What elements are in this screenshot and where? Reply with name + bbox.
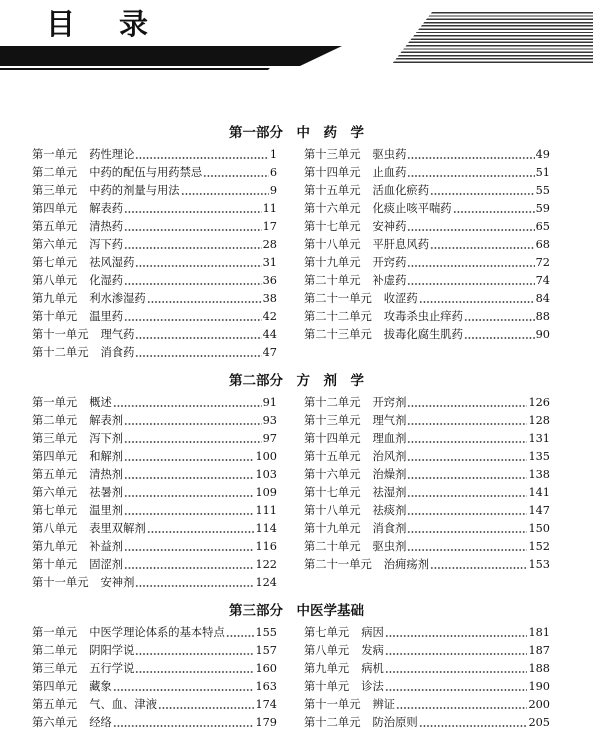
toc-entry-unit: 第十二单元 [304,716,361,729]
toc-entry-title: 治痈疡剂 [383,558,429,571]
toc-entry-page-number: 72 [535,256,550,269]
toc-entry[interactable] [32,412,277,430]
toc-entry-title: 泻下剂 [89,432,124,445]
toc-entry-title: 经络 [89,716,112,729]
toc-entry-page-number: 47 [262,346,277,359]
toc-entry-page-number: 31 [262,256,277,269]
toc-entry-unit: 第二十单元 [304,540,361,553]
toc-entry-title: 五行学说 [89,662,135,675]
part-2-right-column [304,394,550,574]
dot-leader [124,441,262,443]
toc-entry-title: 发病 [361,644,384,657]
dot-leader [135,157,268,159]
toc-entry-unit: 第十单元 [304,680,350,693]
dot-leader [407,477,527,479]
toc-entry-title: 概述 [89,396,112,409]
toc-entry[interactable] [304,448,550,466]
dot-leader [124,495,254,497]
dot-leader [407,549,527,551]
toc-entry-page-number: 100 [255,450,277,463]
toc-entry[interactable] [304,254,550,272]
toc-entry[interactable] [32,538,277,556]
toc-entry-page-number: 147 [528,504,550,517]
toc-entry-page-number: 6 [269,166,277,179]
toc-entry-unit: 第八单元 [32,274,78,287]
toc-entry-title: 病因 [361,626,384,639]
toc-entry-title: 拔毒化腐生肌药 [383,328,463,341]
toc-entry[interactable] [32,290,277,308]
toc-entry[interactable] [304,538,550,556]
toc-entry-title: 平肝息风药 [372,238,429,251]
toc-entry-page-number: 181 [528,626,550,639]
dot-leader [135,585,254,587]
toc-entry-page-number: 160 [255,662,277,675]
toc-entry-title: 治燥剂 [372,468,407,481]
toc-entry[interactable] [32,308,277,326]
toc-entry-page-number: 126 [528,396,550,409]
dot-leader [407,265,534,267]
toc-entry-page-number: 135 [528,450,550,463]
dot-leader [135,671,254,673]
toc-entry-page-number: 109 [255,486,277,499]
toc-entry-page-number: 188 [528,662,550,675]
toc-entry[interactable] [304,146,550,164]
dot-leader [407,513,527,515]
part-3-right-column [304,624,550,732]
toc-entry-title: 清热药 [89,220,124,233]
toc-entry[interactable] [304,484,550,502]
toc-entry-page-number: 103 [255,468,277,481]
header-underline-decoration [0,68,593,70]
part-3-left-column [32,624,277,732]
toc-entry[interactable] [304,466,550,484]
toc-entry-unit: 第七单元 [32,504,78,517]
toc-entry-title: 攻毒杀虫止痒药 [383,310,463,323]
dot-leader [396,707,527,709]
header-stripes-decoration [392,12,593,64]
toc-entry-title: 开窍剂 [372,396,407,409]
toc-entry-title: 治风剂 [372,450,407,463]
toc-entry[interactable] [304,714,550,732]
toc-entry-page-number: 88 [535,310,550,323]
toc-entry[interactable] [304,308,550,326]
toc-entry-page-number: 44 [262,328,277,341]
toc-entry-page-number: 187 [528,644,550,657]
toc-entry[interactable] [32,520,277,538]
toc-entry-unit: 第九单元 [32,540,78,553]
toc-entry-page-number: 114 [255,522,277,535]
toc-entry-title: 消食药 [100,346,135,359]
toc-entry[interactable] [32,696,277,714]
toc-entry-title: 化湿药 [89,274,124,287]
toc-entry-title: 补虚药 [372,274,407,287]
toc-entry[interactable] [32,574,277,592]
dot-leader [124,459,254,461]
toc-entry-title: 气、血、津液 [89,698,157,711]
toc-entry-unit: 第八单元 [32,522,78,535]
toc-entry-page-number: 55 [535,184,550,197]
toc-entry-unit: 第二十三单元 [304,328,372,341]
toc-entry-unit: 第十一单元 [32,576,89,589]
toc-entry-page-number: 38 [262,292,277,305]
toc-entry-unit: 第十一单元 [304,698,361,711]
toc-entry-title: 利水渗湿药 [89,292,146,305]
toc-entry-page-number: 157 [255,644,277,657]
toc-entry-title: 理气剂 [372,414,407,427]
toc-entry-unit: 第十九单元 [304,522,361,535]
toc-entry-page-number: 93 [262,414,277,427]
toc-entry-unit: 第六单元 [32,238,78,251]
toc-entry-unit: 第五单元 [32,220,78,233]
toc-entry-title: 清热剂 [89,468,124,481]
toc-entry[interactable] [304,624,550,642]
toc-entry-title: 固涩剂 [89,558,124,571]
toc-entry[interactable] [304,182,550,200]
toc-entry-title: 补益剂 [89,540,124,553]
toc-entry-page-number: 90 [535,328,550,341]
part-title-2: 第二部分 方 剂 学 [229,373,364,389]
toc-entry-title: 驱虫药 [372,148,407,161]
dot-leader [147,531,255,533]
dot-leader [124,211,262,213]
toc-entry-title: 药性理论 [89,148,135,161]
dot-leader [407,405,527,407]
toc-entry-page-number: 84 [535,292,550,305]
part-1-right-column [304,146,550,344]
toc-entry-title: 安神剂 [100,576,135,589]
toc-entry[interactable] [32,394,277,412]
toc-entry-unit: 第四单元 [32,680,78,693]
toc-entry[interactable] [304,430,550,448]
toc-entry-unit: 第十六单元 [304,468,361,481]
toc-entry-title: 阴阳学说 [89,644,135,657]
dot-leader [124,513,254,515]
dot-leader [135,355,261,357]
toc-entry-title: 驱虫剂 [372,540,407,553]
toc-entry-page-number: 49 [535,148,550,161]
toc-entry-page-number: 141 [528,486,550,499]
toc-entry[interactable] [304,218,550,236]
toc-entry[interactable] [304,272,550,290]
toc-entry[interactable] [32,678,277,696]
toc-entry-title: 解表药 [89,202,124,215]
dot-leader [135,265,261,267]
toc-entry-title: 温里药 [89,310,124,323]
toc-entry[interactable] [304,200,550,218]
toc-entry-unit: 第一单元 [32,626,78,639]
toc-entry-page-number: 190 [528,680,550,693]
toc-entry-unit: 第三单元 [32,184,78,197]
toc-entry-title: 理血剂 [372,432,407,445]
dot-leader [124,247,262,249]
dot-leader [464,337,535,339]
toc-entry[interactable] [304,642,550,660]
dot-leader [181,193,269,195]
toc-entry-title: 消食剂 [372,522,407,535]
toc-entry-unit: 第一单元 [32,148,78,161]
dot-leader [113,725,255,727]
toc-entry-title: 理气药 [100,328,135,341]
toc-entry-page-number: 9 [269,184,277,197]
toc-entry[interactable] [32,642,277,660]
toc-entry-unit: 第五单元 [32,698,78,711]
toc-entry-unit: 第十八单元 [304,504,361,517]
toc-entry-title: 中医学理论体系的基本特点 [89,626,225,639]
dot-leader [407,423,527,425]
toc-entry-unit: 第七单元 [32,256,78,269]
toc-entry-page-number: 138 [528,468,550,481]
dot-leader [385,635,528,637]
toc-entry[interactable] [32,146,277,164]
toc-entry-page-number: 97 [262,432,277,445]
dot-leader [430,193,535,195]
toc-entry-unit: 第十二单元 [32,346,89,359]
toc-entry-title: 诊法 [361,680,384,693]
dot-leader [407,283,534,285]
dot-leader [158,707,254,709]
dot-leader [124,567,254,569]
toc-entry-unit: 第十单元 [32,558,78,571]
toc-entry-unit: 第六单元 [32,486,78,499]
toc-entry-page-number: 122 [255,558,277,571]
toc-entry[interactable] [32,236,277,254]
toc-entry[interactable] [32,430,277,448]
toc-entry-unit: 第十八单元 [304,238,361,251]
toc-entry[interactable] [32,502,277,520]
toc-entry-page-number: 124 [255,576,277,589]
toc-entry-title: 病机 [361,662,384,675]
toc-entry-title: 解表剂 [89,414,124,427]
dot-leader [385,689,528,691]
page-title: 目录 [46,7,193,41]
toc-entry-page-number: 42 [262,310,277,323]
toc-entry-unit: 第十七单元 [304,486,361,499]
dot-leader [135,337,261,339]
toc-entry-unit: 第三单元 [32,662,78,675]
part-2-left-column [32,394,277,592]
toc-entry-title: 中药的剂量与用法 [89,184,180,197]
dot-leader [453,211,535,213]
toc-entry-title: 藏象 [89,680,112,693]
toc-entry-page-number: 51 [535,166,550,179]
dot-leader [385,653,528,655]
toc-entry[interactable] [32,484,277,502]
dot-leader [419,725,528,727]
toc-entry-unit: 第二十二单元 [304,310,372,323]
toc-entry[interactable] [32,448,277,466]
dot-leader [203,175,269,177]
toc-entry-page-number: 152 [528,540,550,553]
toc-entry-unit: 第十七单元 [304,220,361,233]
toc-entry[interactable] [32,200,277,218]
toc-entry-page-number: 65 [535,220,550,233]
toc-entry-page-number: 153 [528,558,550,571]
dot-leader [407,441,527,443]
toc-entry-title: 和解剂 [89,450,124,463]
toc-entry-unit: 第九单元 [32,292,78,305]
toc-entry-unit: 第十三单元 [304,414,361,427]
toc-entry[interactable] [32,182,277,200]
toc-entry[interactable] [32,272,277,290]
toc-entry-page-number: 74 [535,274,550,287]
toc-entry-unit: 第十五单元 [304,184,361,197]
toc-entry-title: 开窍药 [372,256,407,269]
toc-entry-unit: 第一单元 [32,396,78,409]
toc-entry[interactable] [304,678,550,696]
dot-leader [113,689,255,691]
toc-entry-page-number: 205 [528,716,550,729]
dot-leader [124,477,254,479]
dot-leader [385,671,528,673]
dot-leader [407,531,527,533]
dot-leader [407,495,527,497]
dot-leader [124,549,254,551]
dot-leader [226,635,255,637]
toc-entry-unit: 第八单元 [304,644,350,657]
toc-entry-page-number: 17 [262,220,277,233]
toc-entry[interactable] [32,218,277,236]
toc-entry-unit: 第二单元 [32,166,78,179]
toc-entry-page-number: 163 [255,680,277,693]
toc-entry-page-number: 116 [255,540,277,553]
dot-leader [430,247,535,249]
toc-entry-unit: 第二单元 [32,644,78,657]
dot-leader [430,567,527,569]
toc-entry-unit: 第十四单元 [304,432,361,445]
toc-entry-title: 祛痰剂 [372,504,407,517]
toc-entry-page-number: 59 [535,202,550,215]
part-1-left-column [32,146,277,362]
toc-entry[interactable] [304,394,550,412]
toc-entry-unit: 第十三单元 [304,148,361,161]
toc-entry-page-number: 1 [269,148,277,161]
toc-entry-title: 防治原则 [372,716,418,729]
toc-entry[interactable] [304,164,550,182]
dot-leader [113,405,262,407]
toc-entry[interactable] [304,696,550,714]
toc-entry[interactable] [304,290,550,308]
toc-entry-page-number: 28 [262,238,277,251]
toc-entry-page-number: 174 [255,698,277,711]
toc-entry[interactable] [304,326,550,344]
dot-leader [124,229,262,231]
toc-entry-title: 泻下药 [89,238,124,251]
toc-entry-title: 安神药 [372,220,407,233]
toc-entry[interactable] [32,164,277,182]
part-title-1: 第一部分 中 药 学 [229,125,364,141]
toc-entry-unit: 第二十单元 [304,274,361,287]
dot-leader [147,301,262,303]
toc-entry-unit: 第四单元 [32,450,78,463]
toc-entry-title: 收涩药 [383,292,418,305]
toc-entry[interactable] [32,660,277,678]
toc-entry-unit: 第十二单元 [304,396,361,409]
toc-entry[interactable] [32,326,277,344]
toc-entry-title: 祛风湿药 [89,256,135,269]
toc-entry-unit: 第二十一单元 [304,292,372,305]
toc-entry-unit: 第十四单元 [304,166,361,179]
toc-entry-title: 温里剂 [89,504,124,517]
toc-entry-page-number: 155 [255,626,277,639]
dot-leader [407,175,534,177]
dot-leader [135,653,254,655]
toc-entry-unit: 第十六单元 [304,202,361,215]
toc-entry-page-number: 111 [255,504,277,517]
toc-entry-unit: 第七单元 [304,626,350,639]
toc-entry-unit: 第十五单元 [304,450,361,463]
toc-entry[interactable] [32,344,277,362]
toc-entry[interactable] [304,660,550,678]
dot-leader [419,301,535,303]
toc-entry-title: 祛暑剂 [89,486,124,499]
toc-entry[interactable] [32,714,277,732]
toc-entry-page-number: 11 [262,202,277,215]
dot-leader [407,157,534,159]
toc-entry-page-number: 150 [528,522,550,535]
toc-entry-title: 中药的配伍与用药禁忌 [89,166,203,179]
toc-entry-page-number: 179 [255,716,277,729]
dot-leader [124,283,262,285]
toc-entry-unit: 第十一单元 [32,328,89,341]
dot-leader [407,459,527,461]
toc-entry-page-number: 131 [528,432,550,445]
toc-entry-page-number: 68 [535,238,550,251]
toc-entry[interactable] [304,412,550,430]
toc-entry[interactable] [32,254,277,272]
toc-entry-page-number: 91 [262,396,277,409]
toc-entry-unit: 第二十一单元 [304,558,372,571]
toc-entry[interactable] [304,502,550,520]
part-title-3: 第三部分 中医学基础 [229,603,364,619]
toc-entry[interactable] [32,624,277,642]
dot-leader [464,319,535,321]
toc-entry-unit: 第十单元 [32,310,78,323]
dot-leader [407,229,534,231]
toc-entry[interactable] [304,236,550,254]
toc-entry-title: 辨证 [372,698,396,711]
toc-entry-page-number: 200 [528,698,550,711]
toc-entry[interactable] [304,556,550,574]
toc-entry-title: 祛湿剂 [372,486,407,499]
toc-entry-unit: 第十九单元 [304,256,361,269]
toc-entry-unit: 第四单元 [32,202,78,215]
toc-entry-unit: 第三单元 [32,432,78,445]
toc-entry[interactable] [32,466,277,484]
toc-entry-unit: 第二单元 [32,414,78,427]
toc-entry[interactable] [304,520,550,538]
toc-entry-title: 表里双解剂 [89,522,146,535]
dot-leader [124,319,262,321]
toc-entry-unit: 第六单元 [32,716,78,729]
toc-entry-title: 活血化瘀药 [372,184,429,197]
toc-entry-title: 化痰止咳平喘药 [372,202,452,215]
dot-leader [124,423,262,425]
toc-entry-unit: 第九单元 [304,662,350,675]
toc-entry-page-number: 128 [528,414,550,427]
toc-entry[interactable] [32,556,277,574]
toc-entry-page-number: 36 [262,274,277,287]
toc-entry-title: 止血药 [372,166,407,179]
toc-entry-unit: 第五单元 [32,468,78,481]
